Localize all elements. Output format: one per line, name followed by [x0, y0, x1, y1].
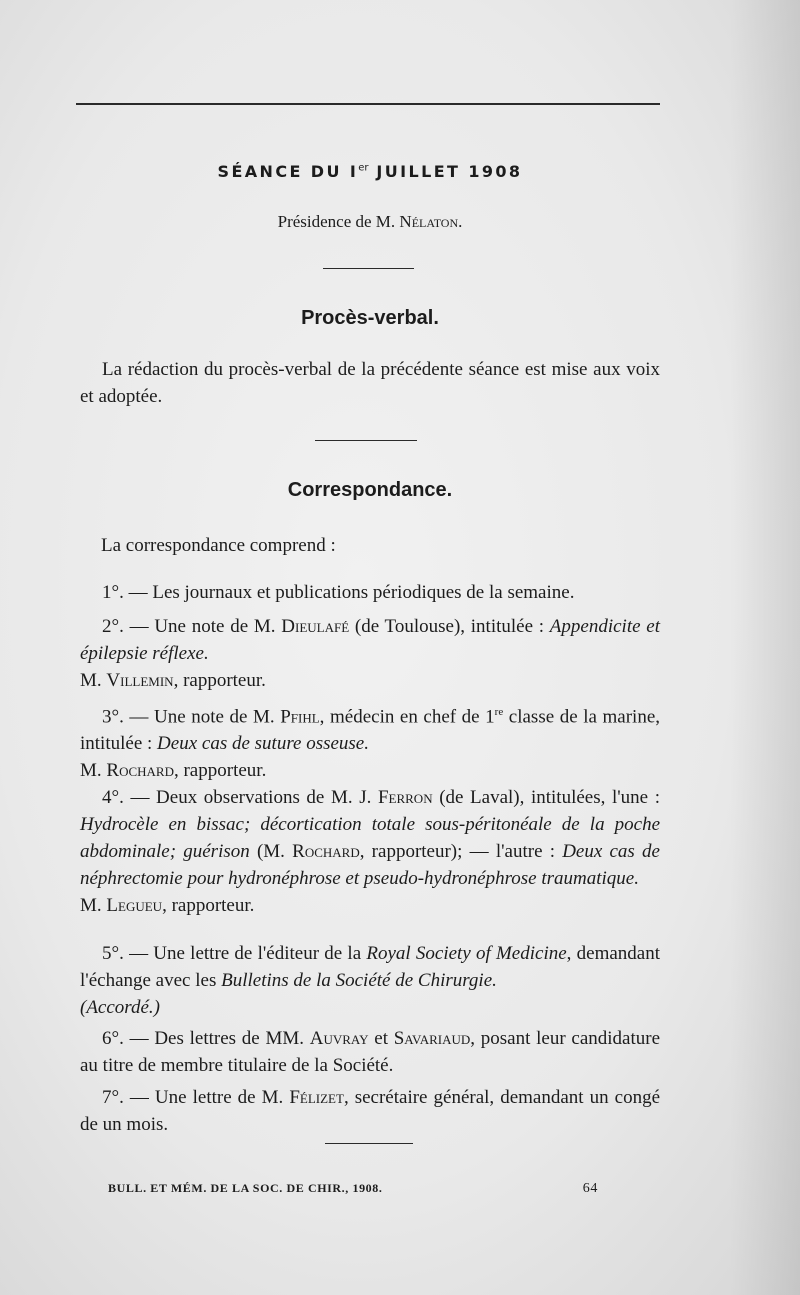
correspondance-item-7: 7°. — Une lettre de M. Félizet, secrétaire général, demandant un congé de un mois.: [80, 1087, 661, 1135]
proces-verbal-text: La rédaction du procès-verbal de la précédente séance est mise aux voix et adoptée.: [80, 359, 660, 407]
president-name: Nélaton.: [399, 212, 463, 231]
footer-citation: BULL. ET MÉM. DE LA SOC. DE CHIR., 1908.: [108, 1181, 383, 1195]
section-rule: [315, 440, 417, 441]
heading-proces-verbal: Procès-verbal.: [301, 307, 439, 329]
correspondance-intro: La correspondance comprend :: [101, 535, 336, 556]
correspondance-item-2: 2°. — Une note de M. Dieulafé (de Toulouse), intitulée : Appendicite et épilepsie réflexe. M. Villemin, rapporteur.: [80, 616, 660, 691]
bottom-rule: [325, 1143, 413, 1144]
presidence-line: Présidence de M. Nélaton.: [277, 212, 463, 231]
correspondance-item-4: 4°. — Deux observations de M. J. Ferron (de Laval), intitulées, l'une : Hydrocèle en bissac; décortication totale sous-péritonéale de la poche abdominale; guérison (M. Rochard, rapporteur); — l'autre : Deux cas de néphrectomie pour hydronéphrose et pseudo-hydronéphrose traumatique. M. Legueu, rapporteur.: [80, 787, 660, 916]
correspondance-item-5: 5°. — Une lettre de l'éditeur de la Royal Society of Medicine, demandant l'échange avec les Bulletins de la Société de Chirurgie. (Accordé.): [80, 943, 661, 1018]
section-rule: [323, 268, 414, 269]
correspondance-item-3: 3°. — Une note de M. Pfihl, médecin en chef de 1re classe de la marine, intitulée : Deux cas de suture osseuse. M. Rochard, rapporteur.: [80, 706, 660, 782]
heading-correspondance: Correspondance.: [287, 479, 453, 501]
top-rule: [76, 103, 660, 105]
page-edge-shadow: [730, 0, 800, 1295]
correspondance-item-6: 6°. — Des lettres de MM. Auvray et Savariaud, posant leur candidature au titre de membre titulaire de la Société.: [80, 1028, 661, 1076]
seance-title: SÉANCE DU Ier JUILLET 1908: [217, 162, 523, 181]
correspondance-item-1: 1°. — Les journaux et publications périodiques de la semaine.: [102, 582, 575, 603]
page-number: 64: [582, 1181, 598, 1196]
